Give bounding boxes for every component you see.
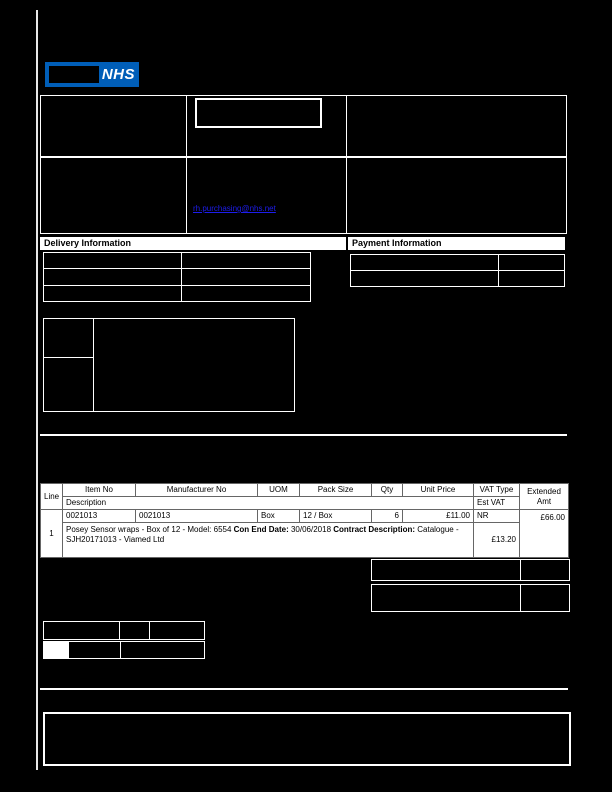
footer-terms-box-redacted	[43, 712, 571, 766]
item-line-number: 1	[41, 510, 63, 558]
item-description	[63, 523, 474, 558]
delivery-information-heading: Delivery Information	[40, 237, 346, 250]
delivery-cell-redacted	[182, 286, 310, 301]
item-description-row	[41, 523, 569, 558]
payment-cell-redacted	[351, 255, 498, 270]
col-header-vat-type: VAT Type	[474, 484, 520, 497]
header-table-row-2	[40, 157, 567, 234]
header-divider	[186, 96, 187, 156]
qty-value: 6	[372, 510, 403, 523]
description-text: Posey Sensor wraps - Box of 12 - Model: 6554	[66, 525, 234, 534]
totals-divider	[520, 585, 521, 611]
address-detail-box	[43, 318, 295, 412]
delivery-cell-redacted	[182, 269, 310, 284]
totals-box-1-redacted	[371, 559, 570, 581]
delivery-cell-redacted	[44, 286, 181, 301]
delivery-cell-redacted	[182, 253, 310, 268]
payment-information-heading: Payment Information	[348, 237, 565, 250]
contract-description-value: Catalogue - SJH20171013 - Viamed Ltd	[66, 525, 459, 544]
payment-cell-redacted	[499, 271, 564, 286]
summary-table-row-2	[43, 641, 205, 659]
pack-size-value: 12 / Box	[300, 510, 372, 523]
header-divider	[346, 158, 347, 233]
payment-cell-redacted	[351, 271, 498, 286]
contract-description-label: Contract Description:	[333, 525, 416, 534]
uom-value: Box	[258, 510, 300, 523]
col-header-manufacturer-no: Manufacturer No	[136, 484, 258, 497]
redacted-trust-name	[49, 66, 99, 83]
summary-cell-redacted	[69, 642, 120, 658]
summary-table-row-1	[43, 621, 205, 640]
line-items-table	[40, 483, 568, 558]
con-end-date-label: Con End Date:	[233, 525, 289, 534]
summary-cell-redacted	[120, 622, 149, 639]
col-header-item-no: Item No	[63, 484, 136, 497]
header-divider	[346, 96, 347, 156]
detail-cell-redacted	[94, 319, 294, 411]
col-header-description: Description	[63, 497, 474, 510]
header-divider	[186, 158, 187, 233]
extended-amt-value: £66.00	[520, 510, 569, 558]
order-number-box-redacted	[195, 98, 322, 128]
col-header-est-vat: Est VAT	[474, 497, 520, 510]
nhs-logo-text: NHS	[101, 66, 135, 83]
payment-information-table	[350, 254, 565, 287]
totals-divider	[520, 560, 521, 580]
col-header-unit-price: Unit Price	[403, 484, 474, 497]
delivery-information-table	[43, 252, 311, 302]
summary-cell-redacted	[150, 622, 204, 639]
est-vat-value: £13.20	[474, 523, 520, 558]
col-header-qty: Qty	[372, 484, 403, 497]
col-header-line: Line	[41, 484, 63, 510]
page-edge-line	[36, 10, 38, 770]
delivery-cell-redacted	[44, 269, 181, 284]
summary-cell-redacted	[44, 622, 119, 639]
con-end-date-value: 30/06/2018	[288, 525, 334, 534]
unit-price-value: £11.00	[403, 510, 474, 523]
detail-cell-redacted	[44, 319, 93, 357]
item-no-value: 0021013	[63, 510, 136, 523]
payment-cell-redacted	[499, 255, 564, 270]
item-values-row	[41, 510, 569, 523]
summary-cell-redacted	[121, 642, 204, 658]
col-header-uom: UOM	[258, 484, 300, 497]
vat-type-value: NR	[474, 510, 520, 523]
col-header-extended-amt: Extended Amt	[520, 484, 569, 510]
delivery-cell-redacted	[44, 253, 181, 268]
footer-divider-line	[40, 688, 568, 690]
totals-box-2-redacted	[371, 584, 570, 612]
contact-email-link[interactable]: rh.purchasing@nhs.net	[193, 204, 276, 213]
summary-cell-empty	[44, 642, 68, 658]
col-header-pack-size: Pack Size	[300, 484, 372, 497]
manufacturer-no-value: 0021013	[136, 510, 258, 523]
nhs-logo	[45, 62, 139, 87]
detail-cell-redacted	[44, 358, 93, 411]
section-divider-line	[40, 434, 567, 436]
